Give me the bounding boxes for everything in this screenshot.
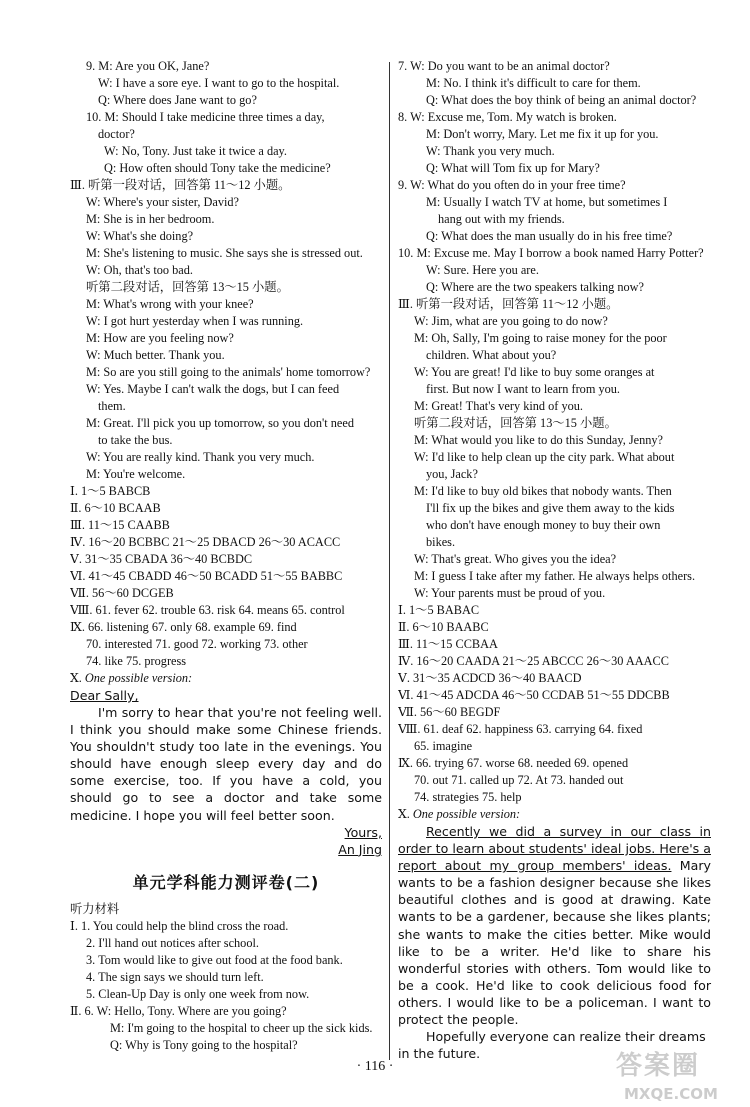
listening-lines: [70, 901, 382, 1054]
letter-greeting: Dear Sally,: [70, 688, 139, 703]
left-line: M: So are you still going to the animals' home tomorrow?: [86, 365, 371, 379]
left-line: Ⅲ. 11～15 CAABB: [70, 518, 170, 532]
right-line: Ⅸ. 66. trying 67. worse 68. needed 69. opened: [398, 756, 629, 770]
left-line: 70. interested 71. good 72. working 73. other: [86, 637, 308, 651]
left-line: M: She is in her bedroom.: [86, 212, 215, 226]
right-line: Ⅶ. 56～60 BEGDF: [398, 705, 501, 719]
right-line: Ⅵ. 41～45 ADCDA 46～50 CCDAB 51～55 DDCBB: [398, 688, 670, 702]
left-line: Ⅸ. 66. listening 67. only 68. example 69. find: [70, 620, 297, 634]
left-writing-num: Ⅹ.: [70, 671, 85, 685]
right-line: children. What about you?: [426, 348, 557, 362]
essay-underlined: Recently we did a survey in our class in order to learn about students' ideal jobs. Here's a report about my group members' ideas.: [398, 824, 711, 874]
left-line: W: Much better. Thank you.: [86, 348, 225, 362]
right-column: [398, 58, 711, 1062]
right-line: Q: Where are the two speakers talking now?: [426, 280, 644, 294]
right-line: 7. W: Do you want to be an animal doctor?: [398, 59, 610, 73]
left-line: to take the bus.: [98, 433, 173, 447]
right-line: M: Great! That's very kind of you.: [414, 399, 583, 413]
right-lines: [398, 58, 711, 806]
right-line: Ⅴ. 31～35 ACDCD 36～40 BAACD: [398, 671, 582, 685]
right-writing-label: [398, 806, 711, 823]
left-writing-label: [70, 670, 382, 687]
right-line: 10. M: Excuse me. May I borrow a book named Harry Potter?: [398, 246, 704, 260]
right-line: W: Sure. Here you are.: [426, 263, 539, 277]
right-line: first. But now I want to learn from you.: [426, 382, 620, 396]
listening-line: Ⅱ. 6. W: Hello, Tony. Where are you going?: [70, 1003, 287, 1018]
left-line: 9. M: Are you OK, Jane?: [86, 59, 210, 73]
left-line: W: What's she doing?: [86, 229, 194, 243]
listening-line: M: I'm going to the hospital to cheer up the sick kids.: [110, 1020, 373, 1035]
right-line: W: That's great. Who gives you the idea?: [414, 552, 617, 566]
watermark-text: 答案圈: [616, 1051, 701, 1081]
right-line: M: Usually I watch TV at home, but sometimes I: [426, 195, 668, 209]
watermark-url: MXQE.COM: [624, 1085, 718, 1103]
right-line: Ⅳ. 16～20 CAADA 21～25 ABCCC 26～30 AAACC: [398, 654, 669, 668]
right-line: hang out with my friends.: [438, 212, 565, 226]
listening-line: Q: Why is Tony going to the hospital?: [110, 1037, 298, 1052]
left-line: M: What's wrong with your knee?: [86, 297, 254, 311]
left-writing-version: One possible version:: [84, 671, 193, 685]
left-line: 74. like 75. progress: [86, 654, 187, 668]
left-line: Ⅴ. 31～35 CBADA 36～40 BCBDC: [70, 552, 253, 566]
column-divider: [389, 62, 390, 1060]
right-line: M: Oh, Sally, I'm going to raise money for the poor: [414, 331, 667, 345]
left-line: W: Where's your sister, David?: [86, 195, 239, 209]
right-line: Q: What does the boy think of being an animal doctor?: [426, 93, 697, 107]
left-line: 10. M: Should I take medicine three times a day,: [86, 110, 325, 124]
right-line: M: I guess I take after my father. He always helps others.: [414, 569, 696, 583]
listening-line: 5. Clean-Up Day is only one week from now.: [86, 986, 310, 1001]
right-line: bikes.: [426, 535, 456, 549]
left-line: Ⅳ. 16～20 BCBBC 21～25 DBACD 26～30 ACACC: [70, 535, 341, 549]
left-line: W: No, Tony. Just take it twice a day.: [104, 144, 287, 158]
left-line: M: Great. I'll pick you up tomorrow, so you don't need: [86, 416, 354, 430]
left-line: Q: Where does Jane want to go?: [98, 93, 257, 107]
right-line: W: Jim, what are you going to do now?: [414, 314, 608, 328]
listening-line: 2. I'll hand out notices after school.: [86, 935, 259, 950]
left-lines: [70, 58, 382, 670]
left-line: W: Oh, that's too bad.: [86, 263, 193, 277]
right-line: Ⅷ. 61. deaf 62. happiness 63. carrying 64. fixed: [398, 722, 643, 736]
right-line: Ⅰ. 1～5 BABAC: [398, 603, 480, 617]
right-line: M: I'd like to buy old bikes that nobody wants. Then: [414, 484, 672, 498]
letter-body: I'm sorry to hear that you're not feeling well. I think you should make some Chinese friends. You shouldn't study too late in the evenings. You should have enough sleep every day and do some exercise, too. If you have a cold, you should go to see a doctor and take some medicine. I hope you will feel better soon.: [70, 705, 382, 823]
left-line: Ⅱ. 6～10 BCAAB: [70, 501, 161, 515]
right-line: Ⅲ. 听第一段对话，回答第 11～12 小题。: [398, 297, 619, 311]
right-line: 8. W: Excuse me, Tom. My watch is broken.: [398, 110, 617, 124]
listening-line: 4. The sign says we should turn left.: [86, 969, 264, 984]
left-line: Q: How often should Tony take the medicine?: [104, 161, 331, 175]
right-line: 听第二段对话，回答第 13～15 小题。: [414, 416, 617, 430]
listening-line: 听力材料: [70, 901, 120, 916]
left-line: Ⅵ. 41～45 CBADD 46～50 BCADD 51～55 BABBC: [70, 569, 343, 583]
right-line: Ⅱ. 6～10 BAABC: [398, 620, 489, 634]
left-line: Ⅷ. 61. fever 62. trouble 63. risk 64. means 65. control: [70, 603, 345, 617]
left-line: Ⅲ. 听第一段对话，回答第 11～12 小题。: [70, 178, 291, 192]
left-line: W: You are really kind. Thank you very much.: [86, 450, 315, 464]
right-line: W: I'd like to help clean up the city park. What about: [414, 450, 675, 464]
left-line: W: Yes. Maybe I can't walk the dogs, but I can feed: [86, 382, 340, 396]
left-line: Ⅶ. 56～60 DCGEB: [70, 586, 174, 600]
page-number: · 116 ·: [356, 1059, 394, 1074]
left-line: Ⅰ. 1～5 BABCB: [70, 484, 151, 498]
right-line: Ⅲ. 11～15 CCBAA: [398, 637, 498, 651]
right-line: M: No. I think it's difficult to care for them.: [426, 76, 641, 90]
watermark-logo: [616, 1051, 744, 1104]
right-line: M: What would you like to do this Sunday, Jenny?: [414, 433, 663, 447]
letter-signature: An Jing: [338, 841, 382, 857]
essay-para2: Hopefully everyone can realize their dreams in the future.: [398, 1029, 706, 1062]
right-line: I'll fix up the bikes and give them away to the kids: [426, 501, 675, 515]
left-line: doctor?: [98, 127, 135, 141]
left-line: W: I have a sore eye. I want to go to the hospital.: [98, 76, 340, 90]
right-writing-num: Ⅹ.: [398, 807, 413, 821]
listening-line: 3. Tom would like to give out food at the food bank.: [86, 952, 343, 967]
right-line: M: Don't worry, Mary. Let me fix it up for you.: [426, 127, 659, 141]
right-line: Q: What does the man usually do in his free time?: [426, 229, 673, 243]
right-line: 65. imagine: [414, 739, 473, 753]
right-line: W: Thank you very much.: [426, 144, 555, 158]
left-line: them.: [98, 399, 126, 413]
left-line: M: She's listening to music. She says she is stressed out.: [86, 246, 363, 260]
right-line: 70. out 71. called up 72. At 73. handed out: [414, 773, 624, 787]
right-line: W: You are great! I'd like to buy some oranges at: [414, 365, 655, 379]
essay-para1: [398, 823, 711, 1028]
letter-closing: Yours,: [344, 824, 382, 840]
right-line: Q: What will Tom fix up for Mary?: [426, 161, 600, 175]
essay-rest: Mary wants to be a fashion designer because she likes beautiful clothes and is good at drawing. Kate wants to be a gardener, because she likes plants; she wants to make the cities better. Mike would like to be a writer. He'd like to share his wonderful stories with others. Tom would like to be a cook. He'd like to cook delicious food for others. I would like to be a policeman. I want to protect the people.: [398, 858, 711, 1028]
listening-line: Ⅰ. 1. You could help the blind cross the road.: [70, 918, 289, 933]
left-line: M: How are you feeling now?: [86, 331, 234, 345]
right-line: W: Your parents must be proud of you.: [414, 586, 606, 600]
right-line: 74. strategies 75. help: [414, 790, 522, 804]
right-line: 9. W: What do you often do in your free time?: [398, 178, 626, 192]
right-line: who don't have enough money to buy their own: [426, 518, 661, 532]
left-line: M: You're welcome.: [86, 467, 186, 481]
section-title: 单元学科能力测评卷(二): [132, 872, 320, 892]
right-writing-version: One possible version:: [412, 807, 521, 821]
left-line: W: I got hurt yesterday when I was running.: [86, 314, 304, 328]
right-line: you, Jack?: [426, 467, 478, 481]
left-column: [70, 58, 382, 1054]
left-line: 听第二段对话，回答第 13～15 小题。: [86, 280, 289, 294]
